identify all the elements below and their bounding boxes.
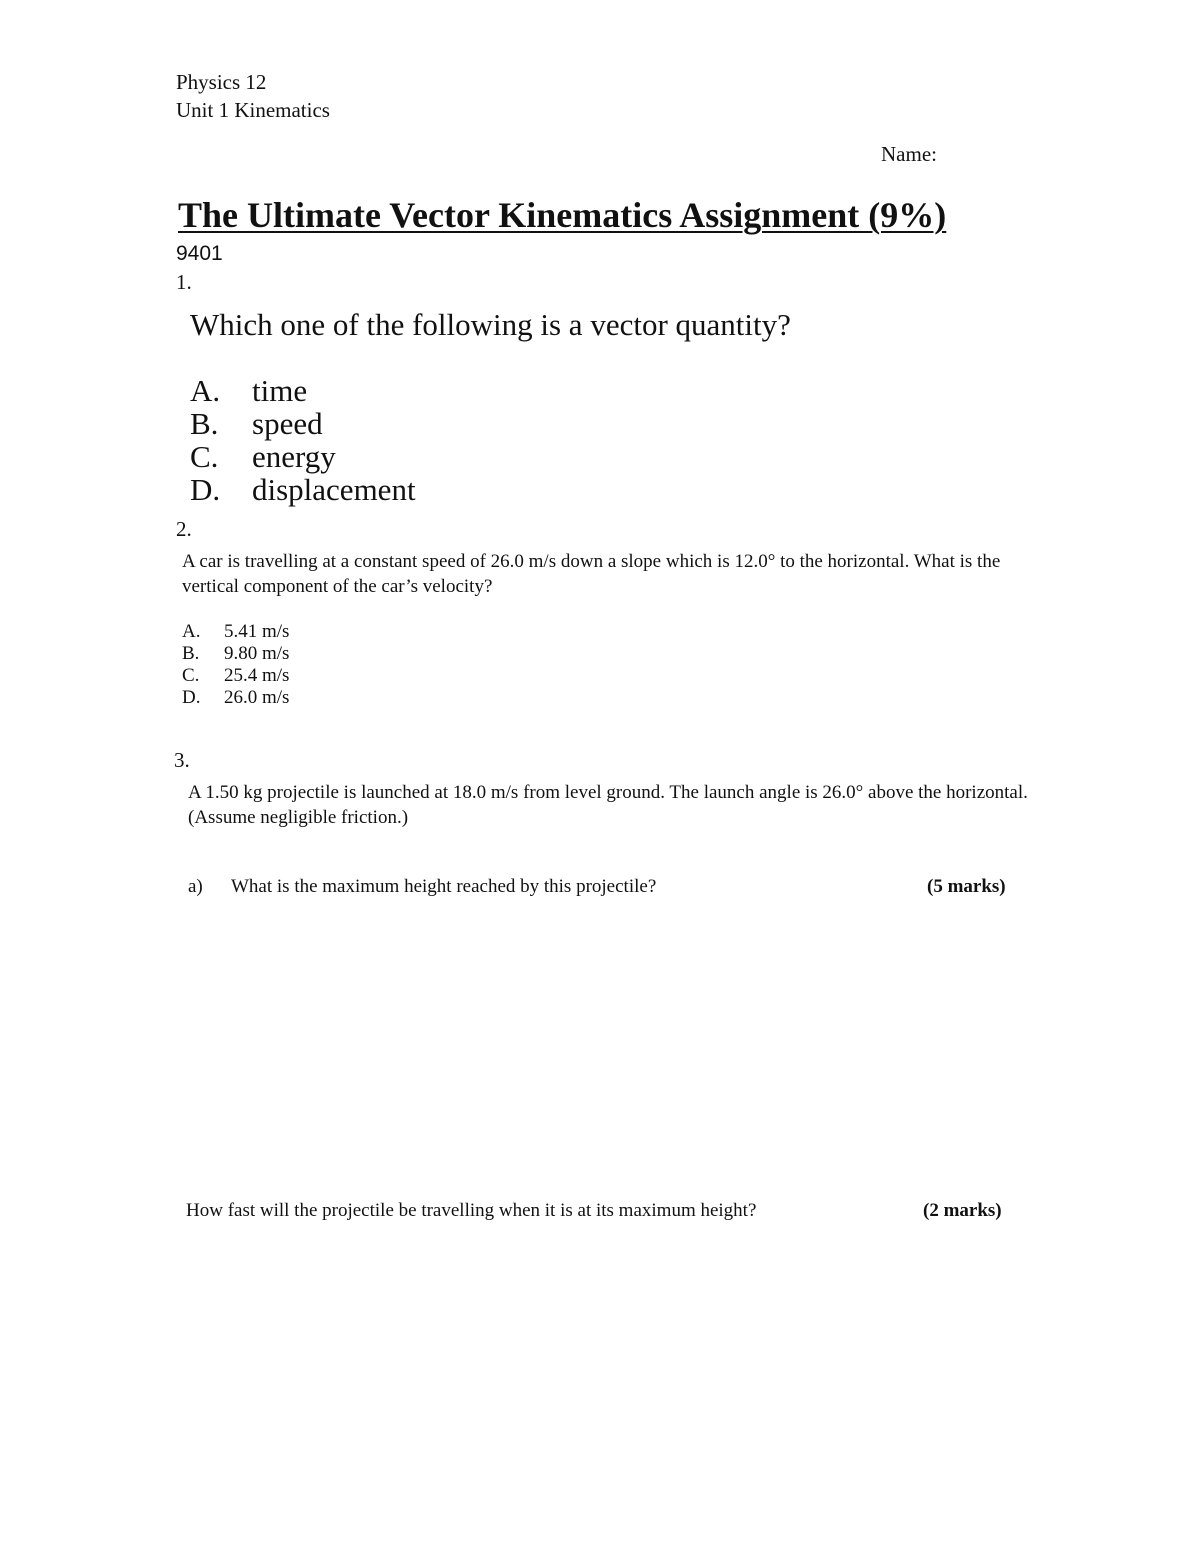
option-letter: A. (190, 373, 221, 408)
assignment-code: 9401 (176, 242, 223, 265)
option-text: 25.4 m/s (224, 665, 290, 686)
question-2-option-a (182, 621, 289, 643)
question-3a-letter: a) (188, 876, 203, 897)
question-2-option-c (182, 665, 289, 687)
question-2-option-b (182, 643, 289, 665)
question-1-number: 1. (176, 270, 192, 294)
question-3b-text: How fast will the projectile be travelling when it is at its maximum height? (186, 1200, 757, 1221)
option-text: time (252, 373, 308, 408)
option-text: 26.0 m/s (224, 687, 290, 708)
question-3-text: A 1.50 kg projectile is launched at 18.0 m/s from level ground. The launch angle is 26.0° above the horizontal. (Assume negligible friction.) (188, 782, 1028, 828)
name-field-label: Name: (881, 142, 937, 166)
question-2-text: A car is travelling at a constant speed of 26.0 m/s down a slope which is 12.0° to the horizontal. What is the vertical component of the car’s velocity? (182, 551, 1001, 597)
option-text: speed (252, 406, 323, 441)
option-text: displacement (252, 472, 416, 507)
page-title: The Ultimate Vector Kinematics Assignment (9%) (178, 195, 947, 235)
option-letter: A. (182, 621, 201, 642)
question-3b-marks: (2 marks) (923, 1200, 1002, 1221)
option-letter: C. (182, 665, 200, 686)
unit-label: Unit 1 Kinematics (176, 98, 330, 122)
option-letter: B. (182, 643, 200, 664)
question-1-option-b (190, 406, 323, 442)
question-2-number: 2. (176, 517, 192, 541)
option-letter: C. (190, 439, 219, 474)
question-1-option-a (190, 373, 307, 409)
option-letter: D. (182, 687, 201, 708)
option-letter: D. (190, 472, 221, 507)
option-text: energy (252, 439, 336, 474)
question-3a-marks: (5 marks) (927, 876, 1006, 897)
question-3-number: 3. (174, 748, 190, 772)
question-3a-text: What is the maximum height reached by this projectile? (231, 876, 657, 897)
option-text: 9.80 m/s (224, 643, 290, 664)
question-1-option-d (190, 472, 416, 508)
question-2-option-d (182, 687, 289, 709)
course-label: Physics 12 (176, 70, 267, 94)
option-text: 5.41 m/s (224, 621, 290, 642)
question-1-option-c (190, 439, 336, 475)
question-1-text: Which one of the following is a vector quantity? (190, 307, 791, 342)
option-letter: B. (190, 406, 219, 441)
